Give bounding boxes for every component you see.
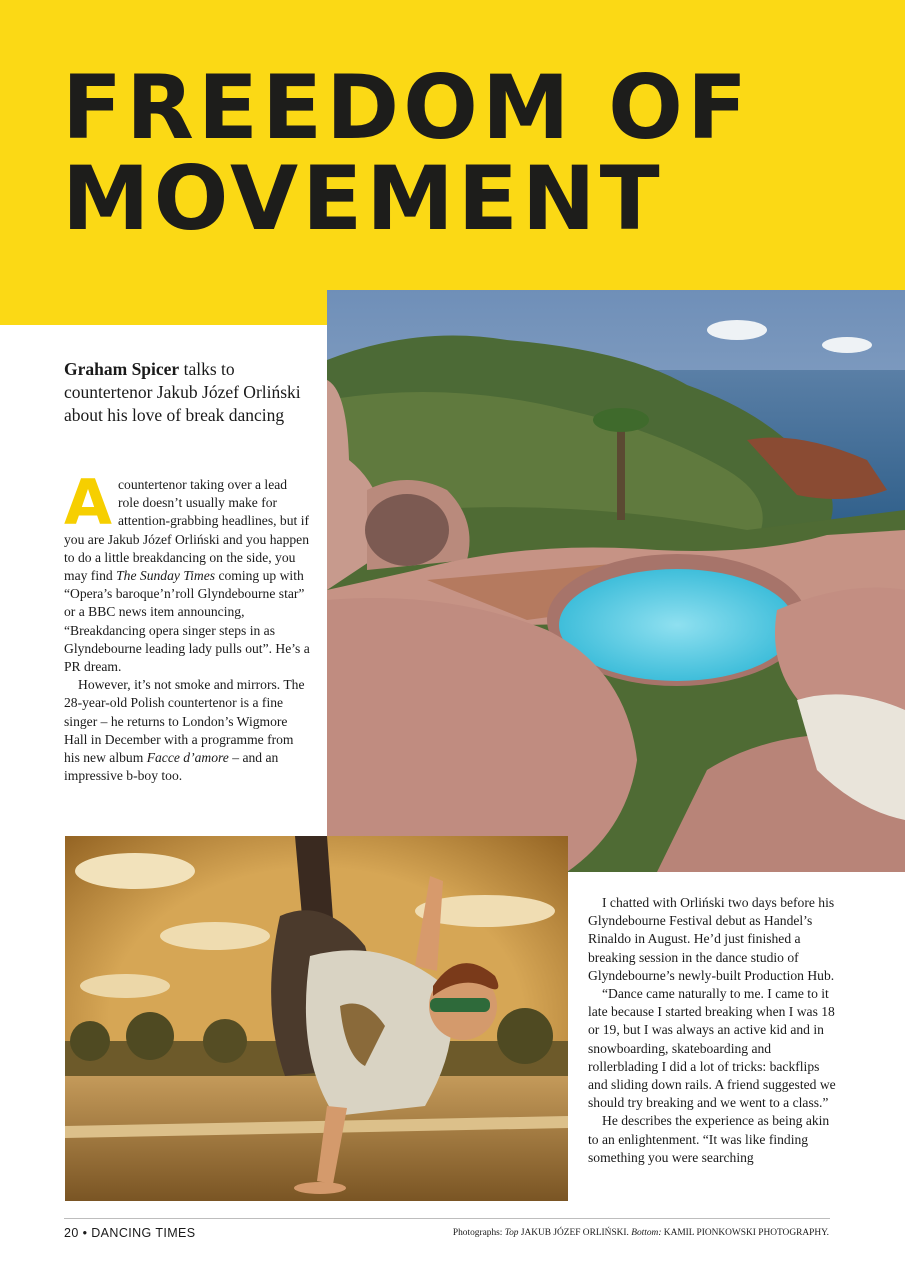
standfirst-text: talks to countertenor Jakub Józef Orliński about his love of break dancing [64, 359, 301, 425]
credits-label: Photographs: [452, 1228, 505, 1238]
paragraph-2-text-b: – and an impressive b-boy too. [64, 750, 279, 784]
body-paragraph-5: He describes the experience as being akin to an enlightenment. “It was like finding something you were searching [588, 1113, 830, 1165]
album-title: Facce d’amore [146, 750, 229, 766]
drop-cap: A [64, 466, 112, 539]
headline-line-2: MOVEMENT [62, 147, 664, 250]
breakdancer-photo [65, 836, 568, 1201]
author-name: Graham Spicer [64, 359, 180, 379]
paragraph-1-text-a: countertenor taking over a lead role doesn’t usually make for attention-grabbing headlines, but if you are Jakub Józef Orliński and you happen to do a little breakdancing on the side, you may find [64, 477, 310, 584]
paragraph-1-text-b: coming up with “Opera’s baroque’n’roll Glyndebourne star” or a BBC news item announcing, “Breakdancing opera singer steps in as Glyndebourne leading lady pulls out”. He’s a PR dream. [64, 568, 310, 675]
paragraph-2-text-a: However, it’s not smoke and mirrors. The 28-year-old Polish countertenor is a fine singer – he returns to London’s Wigmore Hall in December with a programme from his new album [64, 677, 305, 766]
body-column-left [64, 466, 310, 785]
body-paragraph-4: “Dance came naturally to me. I came to it late because I started breaking when I was 18 or 19, but I was always an active kid and in snowboarding, skateboarding and rollerblading I did a lot of tricks: backflips and sliding down rails. A friend suggested we should try breaking and we went to a class.” [588, 986, 836, 1111]
credits-bottom-label: Bottom: [631, 1228, 662, 1238]
body-column-right [588, 894, 836, 1167]
credits-bottom: KAMIL PIONKOWSKI PHOTOGRAPHY. [661, 1228, 829, 1238]
headline-line-1: FREEDOM OF [62, 56, 752, 159]
page-folio: 20 • DANCING TIMES [64, 1226, 196, 1240]
photo-credits [453, 1228, 829, 1238]
sunday-times-title: The Sunday Times [116, 568, 216, 584]
headline [62, 56, 752, 250]
footer-rule [64, 1218, 830, 1219]
credits-top: JAKUB JÓZEF ORLIŃSKI. [518, 1228, 632, 1238]
standfirst [64, 358, 314, 427]
credits-top-label: Top [504, 1228, 519, 1238]
body-paragraph-1 [64, 466, 310, 676]
villa-pool-photo [327, 290, 905, 872]
body-paragraph-2 [64, 676, 310, 785]
body-paragraph-3: I chatted with Orliński two days before his Glyndebourne Festival debut as Handel’s Rinaldo in August. He’d just finished a breaking session in the dance studio of Glyndebourne’s newly-built Production Hub. [588, 895, 835, 983]
